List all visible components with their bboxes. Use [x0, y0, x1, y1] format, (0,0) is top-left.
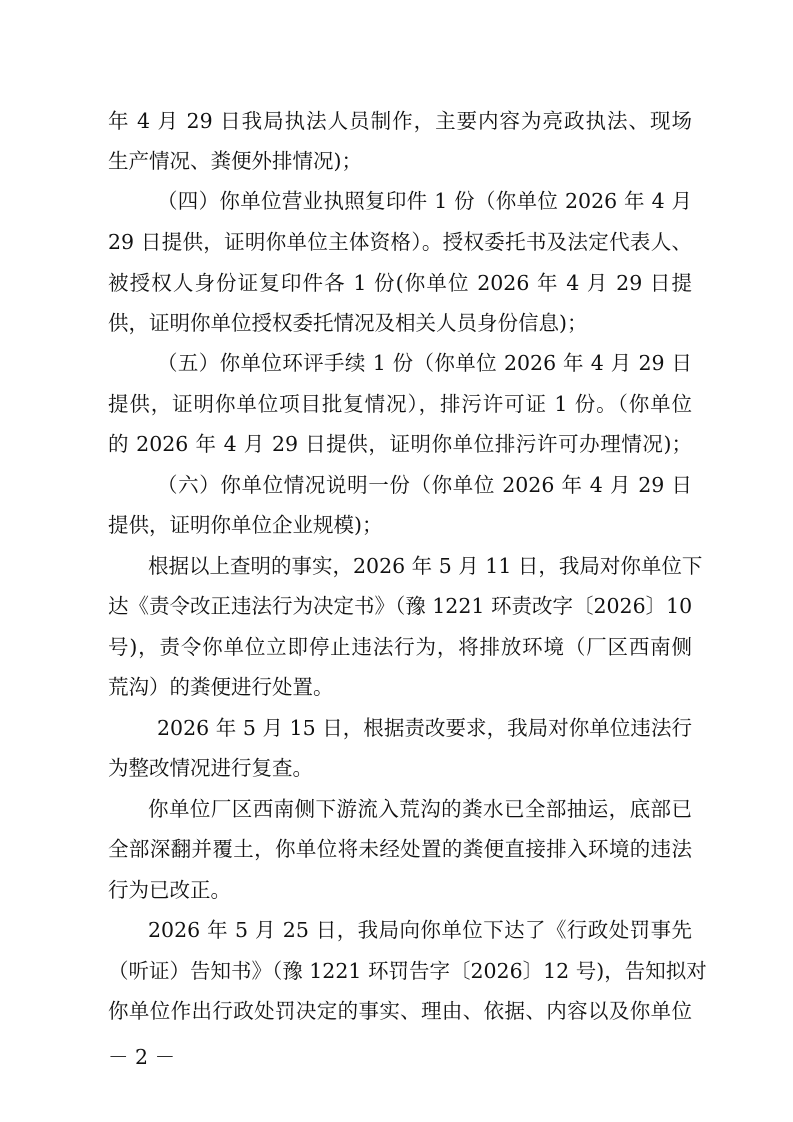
paragraph-line: 提供，证明你单位企业规模)；: [108, 513, 383, 537]
paragraph-line: （五）你单位环评手续 1 份（你单位 2026 年 4 月 29 日: [157, 351, 692, 375]
paragraph-line: 年 4 月 29 日我局执法人员制作，主要内容为亮政执法、现场: [108, 109, 692, 133]
paragraph-line: 2026 年 5 月 15 日，根据责改要求，我局对你单位违法行: [157, 716, 692, 740]
paragraph-line: 达《责令改正违法行为决定书》（豫 1221 环责改字〔2026〕10: [108, 594, 693, 618]
paragraph-line: 你单位厂区西南侧下游流入荒沟的粪水已全部抽运，底部已: [148, 797, 692, 821]
paragraph-line: 提供，证明你单位项目批复情况），排污许可证 1 份。（你单位: [108, 392, 692, 416]
paragraph-line: 全部深翻并覆土，你单位将未经处置的粪便直接排入环境的违法: [108, 837, 692, 861]
paragraph-line: 号)，责令你单位立即停止违法行为，将排放环境（厂区西南侧: [108, 635, 692, 659]
paragraph-line: （六）你单位情况说明一份（你单位 2026 年 4 月 29 日: [157, 473, 692, 497]
paragraph-line: 生产情况、粪便外排情况)；: [108, 149, 362, 173]
paragraph-line: 荒沟）的粪便进行处置。: [108, 675, 334, 699]
paragraph-line: 的 2026 年 4 月 29 日提供，证明你单位排污许可办理情况)；: [108, 432, 692, 456]
paragraph-line: （听证）告知书》（豫 1221 环罚告字〔2026〕12 号)，告知拟对: [108, 959, 707, 983]
paragraph-line: 29 日提供，证明你单位主体资格）。授权委托书及法定代表人、: [108, 230, 692, 254]
paragraph-line: 你单位作出行政处罚决定的事实、理由、依据、内容以及你单位: [108, 999, 692, 1023]
paragraph-line: 行为已改正。: [108, 878, 231, 902]
paragraph-line: 供，证明你单位授权委托情况及相关人员身份信息)；: [108, 311, 588, 335]
page-number: － 2 －: [108, 1045, 176, 1069]
paragraph-line: 被授权人身份证复印件各 1 份(你单位 2026 年 4 月 29 日提: [108, 271, 692, 295]
paragraph-line: 2026 年 5 月 25 日，我局向你单位下达了《行政处罚事先: [148, 918, 692, 942]
paragraph-line: （四）你单位营业执照复印件 1 份（你单位 2026 年 4 月: [157, 189, 692, 213]
paragraph-line: 根据以上查明的事实，2026 年 5 月 11 日，我局对你单位下: [148, 554, 703, 578]
paragraph-line: 为整改情况进行复查。: [108, 756, 313, 780]
